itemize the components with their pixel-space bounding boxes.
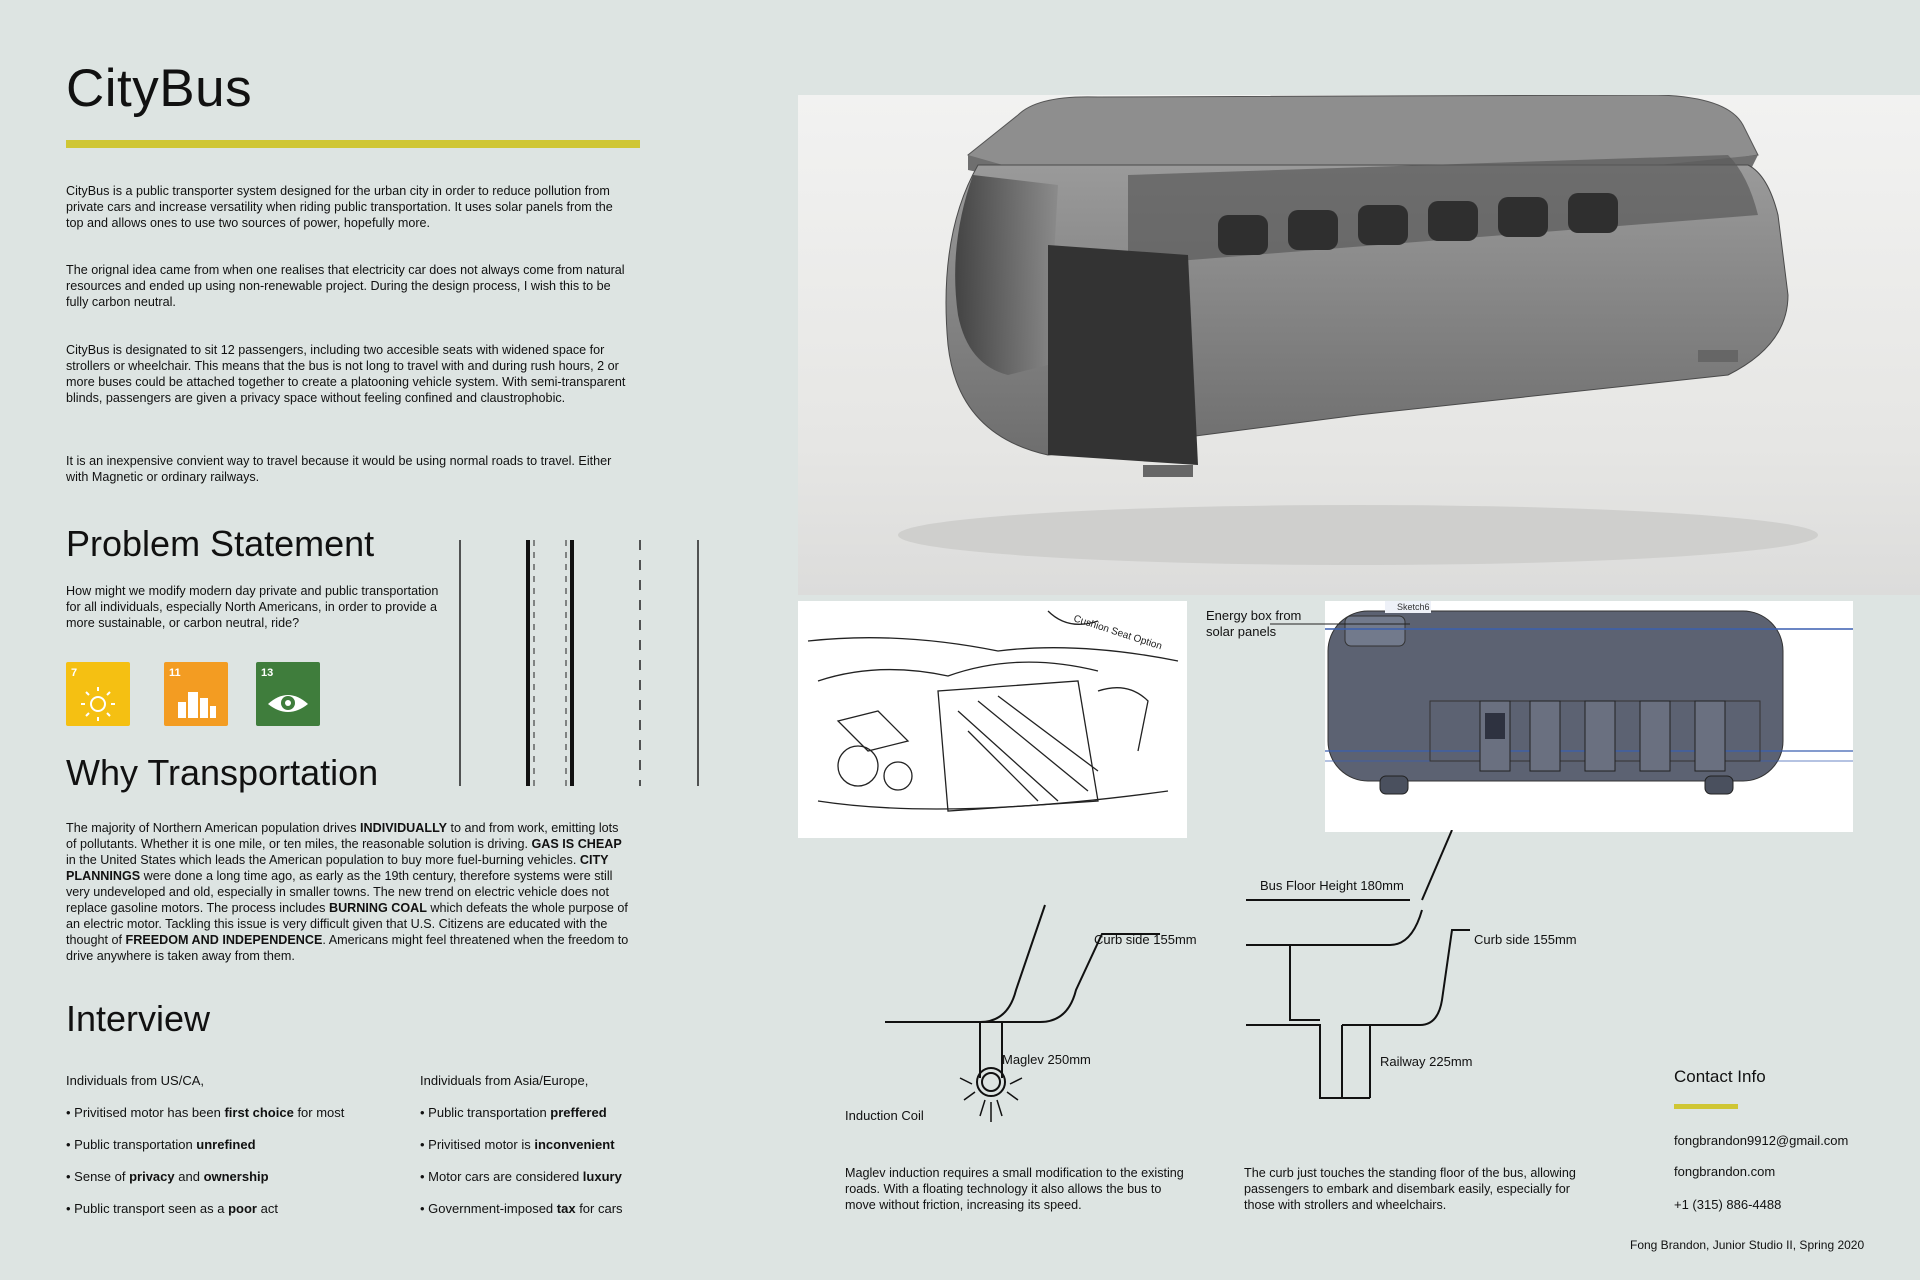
why-heading: Why Transportation	[66, 752, 379, 793]
railway-curb-label: Curb side 155mm	[1474, 932, 1577, 947]
contact-underline	[1674, 1104, 1738, 1109]
maglev-caption: Maglev induction requires a small modification to the existing roads. With a floating technology it also allows the bus to move without friction, increasing its speed.	[845, 1166, 1184, 1212]
brand-name: CityBus	[66, 184, 110, 198]
list-item: • Government-imposed tax for cars	[420, 1201, 623, 1216]
sun-icon	[66, 662, 130, 726]
maglev-depth-label: Maglev 250mm	[1002, 1052, 1091, 1067]
sdg-11-icon	[164, 662, 228, 726]
list-item: • Public transportation unrefined	[66, 1137, 256, 1152]
svg-text:11: 11	[169, 667, 181, 679]
energy-box-label: Energy box from solar panels	[1206, 608, 1302, 639]
city-icon	[164, 662, 228, 726]
road-lines-graphic	[450, 540, 710, 790]
footer-credit: Fong Brandon, Junior Studio II, Spring 2020	[1630, 1238, 1865, 1252]
concept-sketch	[798, 601, 1187, 838]
contact-email[interactable]: fongbrandon9912@gmail.com	[1674, 1133, 1849, 1148]
interview-heading: Interview	[66, 998, 211, 1039]
interview-asia-column	[420, 1073, 680, 1233]
svg-text:13: 13	[261, 667, 274, 679]
page-title: CityBus	[66, 59, 253, 118]
railway-depth-label: Railway 225mm	[1380, 1054, 1473, 1069]
interview-us-column	[66, 1073, 396, 1233]
svg-text:7: 7	[71, 667, 78, 679]
maglev-curb-label: Curb side 155mm	[1094, 932, 1197, 947]
concept-sketch-drawing	[798, 601, 1187, 838]
intro-paragraph-2: The orignal idea came from when one realises that electricity car does not always come from natural resources and ended up using non-renewable project. During the design process, I wish this to be fully carbon neutral.	[66, 263, 625, 309]
contact-heading: Contact Info	[1674, 1067, 1766, 1086]
intro-paragraph-3: CityBus is designated to sit 12 passengers, including two accesible seats with widened space for strollers or wheelchair. This means that the bus is not long to travel with and during rush hours, 2 or more buses could be attached together to create a platooning vehicle system. With semi-transparent blinds, passengers are given a privacy space without feeling confined and claustrophobic.	[66, 343, 626, 405]
contact-website[interactable]: fongbrandon.com	[1674, 1164, 1776, 1179]
why-paragraph: The majority of Northern American population drives INDIVIDUALLY to and from work, emitting lots of pollutants. Whether it is one mile, or ten miles, the reasonable solution is driving. GAS IS CHEAP in the United States which leads the American population to buy more fuel-burning vehicles. CITY PLANNINGS were done a long time ago, as early as the 19th century, therefore systems were still very undeveloped and old, especially in smaller towns. The new trend on electric vehicle does not replace gasoline motors. The process includes BURNING COAL which defeats the whole purpose of an electric motor. Tackling this issue is very difficult given that U.S. Citizens are educated with the thought of FREEDOM AND INDEPENDENCE. Americans might feel threatened when the freedom to drive anywhere is taken away from them.	[66, 821, 629, 963]
problem-heading: Problem Statement	[66, 523, 375, 564]
energy-box-leader	[1270, 620, 1410, 640]
railway-caption: The curb just touches the standing floor of the bus, allowing passengers to embark and disembark easily, especially for those with strollers and wheelchairs.	[1244, 1166, 1576, 1212]
bus-floor-label: Bus Floor Height 180mm	[1260, 878, 1404, 893]
cad-sketch-tab: Sketch6	[1397, 602, 1430, 612]
title-underline	[66, 140, 640, 148]
interview-asia-title: Individuals from Asia/Europe,	[420, 1073, 589, 1088]
list-item: • Sense of privacy and ownership	[66, 1169, 269, 1184]
intro-text-1: is a public transporter system designed for the urban city in order to reduce pollution from private cars and increase versatility when riding public transportation. It uses solar panels from the top and allows ones to use two sources of power, hopefully more.	[66, 184, 613, 230]
interview-us-title: Individuals from US/CA,	[66, 1073, 204, 1088]
sdg-13-icon	[256, 662, 320, 726]
list-item: • Motor cars are considered luxury	[420, 1169, 622, 1184]
intro-paragraph-1	[66, 183, 632, 231]
list-item: • Privitised motor is inconvenient	[420, 1137, 615, 1152]
sdg-7-icon	[66, 662, 130, 726]
bus-render	[798, 95, 1920, 595]
bus-render-illustration	[798, 95, 1920, 595]
problem-text: How might we modify modern day private and public transportation for all individuals, especially North Americans, in order to provide a more sustainable, or carbon neutral, ride?	[66, 584, 439, 630]
induction-coil-label: Induction Coil	[845, 1108, 924, 1123]
list-item: • Public transport seen as a poor act	[66, 1201, 278, 1216]
intro-paragraph-4: It is an inexpensive convient way to travel because it would be using normal roads to travel. Either with Magnetic or ordinary railways.	[66, 454, 612, 484]
contact-phone: +1 (315) 886-4488	[1674, 1197, 1782, 1212]
list-item: • Public transportation preffered	[420, 1105, 607, 1120]
list-item: • Privitised motor has been first choice for most	[66, 1105, 345, 1120]
sketch-note: Cushion Seat Option	[1072, 613, 1164, 653]
eye-icon	[256, 662, 320, 726]
